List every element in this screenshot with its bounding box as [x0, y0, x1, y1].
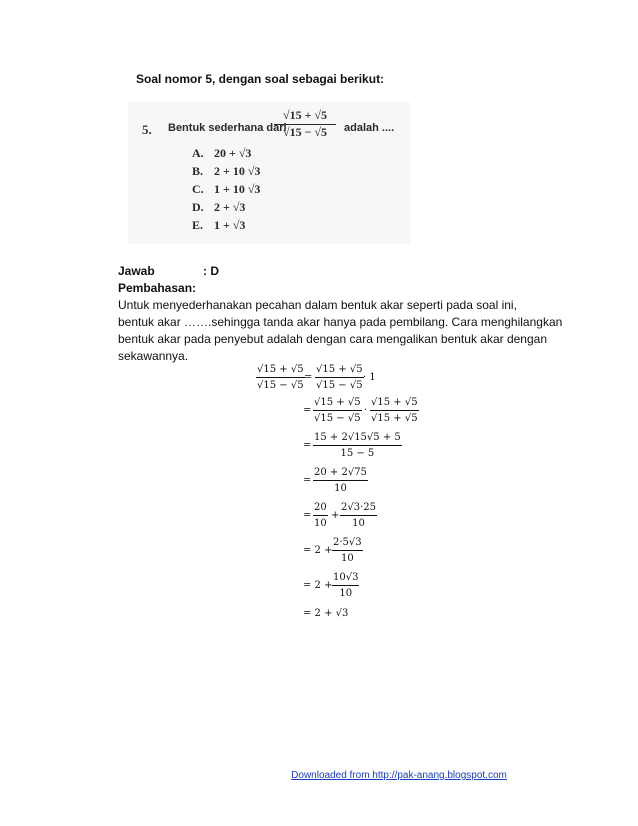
step5-fraction-b: 2√3·25 10	[341, 502, 376, 529]
step3-equals: =	[303, 440, 312, 451]
option-b: B. 2 + 10 √3	[192, 164, 261, 178]
step2-fraction-b: √15 + √5 √15 + √5	[371, 397, 418, 424]
paragraph-line-1: Untuk menyederhanakan pecahan dalam bentuk akar seperti pada soal ini,	[118, 298, 517, 312]
step4-equals: =	[303, 475, 312, 486]
step7-fraction: 10√3 10	[333, 572, 359, 599]
step1-rhs-fraction: √15 + √5 √15 − √5	[316, 364, 363, 391]
paragraph-line-4: sekawannya.	[118, 349, 189, 363]
step1-lhs-fraction: √15 + √5 √15 − √5	[257, 364, 304, 391]
paragraph-line-3: bentuk akar pada penyebut adalah dengan cara mengalikan bentuk akar dengan	[118, 332, 547, 346]
step5-fraction-a: 20 10	[314, 502, 327, 529]
question-numerator: √15 + √5	[274, 108, 336, 125]
step2-fraction-a: √15 + √5 √15 − √5	[314, 397, 361, 424]
answer-label: Jawab	[118, 264, 155, 278]
step2-dot: ·	[364, 405, 368, 416]
page-title: Soal nomor 5, dengan soal sebagai berikut:	[136, 72, 385, 86]
answer-value: : D	[203, 264, 219, 278]
question-denominator: √15 − √5	[282, 125, 327, 139]
step4-fraction: 20 + 2√75 10	[314, 467, 367, 494]
paragraph-line-2: bentuk akar …….sehingga tanda akar hanya pada pembilang. Cara menghilangkan	[118, 315, 563, 329]
step1-equals: =	[304, 372, 313, 383]
option-c: C. 1 + 10 √3	[192, 182, 261, 196]
discussion-label: Pembahasan:	[118, 281, 197, 295]
footer-link[interactable]: Downloaded from http://pak-anang.blogspot.com	[291, 770, 507, 781]
step5-equals: =	[303, 510, 312, 521]
option-a: A. 20 + √3	[192, 146, 252, 160]
option-e: E. 1 + √3	[192, 218, 246, 232]
option-d: D. 2 + √3	[192, 200, 246, 214]
question-tail: adalah ....	[344, 122, 395, 134]
step7-prefix: = 2 +	[303, 580, 333, 591]
step6-prefix: = 2 +	[303, 545, 333, 556]
question-fraction	[274, 108, 336, 140]
step1-multiplier: · 1	[363, 372, 376, 383]
step2-equals: =	[303, 405, 312, 416]
step8-result: = 2 + √3	[303, 608, 349, 619]
question-image	[128, 102, 410, 244]
step5-plus: +	[331, 510, 340, 521]
question-text: Bentuk sederhana dari	[168, 122, 287, 134]
step6-fraction: 2·5√3 10	[333, 537, 362, 564]
step3-fraction: 15 + 2√15√5 + 5 15 − 5	[314, 432, 401, 459]
question-number: 5.	[142, 122, 152, 137]
